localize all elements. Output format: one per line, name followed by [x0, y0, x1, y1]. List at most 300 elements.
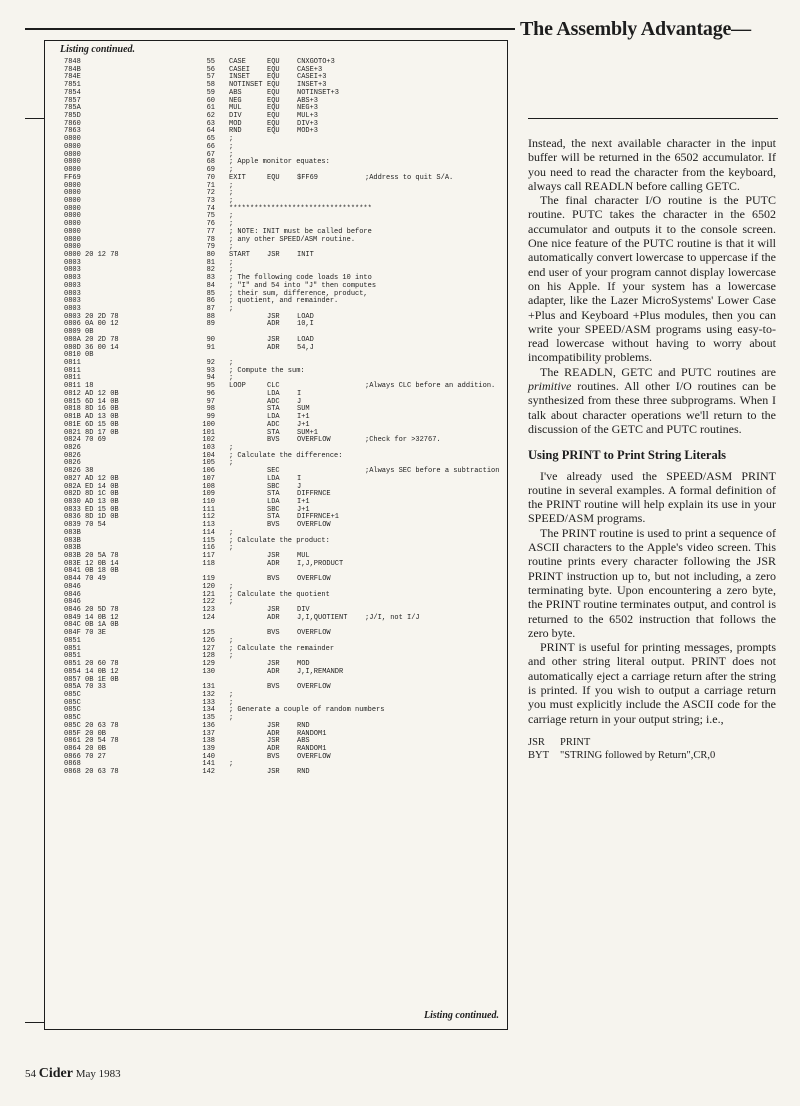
- listing-operand: DIV: [297, 606, 310, 615]
- listing-label: ;: [229, 443, 234, 452]
- listing-line-number: 109: [202, 490, 215, 499]
- listing-address: 7860: [64, 119, 81, 128]
- listing-address: 0800: [64, 204, 81, 213]
- listing-line-number: 105: [202, 459, 215, 468]
- listing-opcode: EQU: [267, 58, 280, 66]
- listing-address: 0849 14 0B 12: [64, 613, 119, 622]
- listing-comment: ;J/I, not I/J: [365, 613, 420, 622]
- listing-line: [45, 769, 507, 777]
- listing-opcode: ADR: [267, 729, 280, 738]
- listing-operand: MOD+3: [297, 127, 319, 136]
- listing-address: 0826: [64, 443, 81, 452]
- listing-operand: J: [297, 482, 302, 491]
- left-rule-bottom: [25, 1022, 45, 1023]
- listing-continued-bottom: Listing continued.: [423, 1010, 499, 1021]
- listing-opcode: ADR: [267, 744, 280, 753]
- listing-operand: J+1: [297, 505, 310, 514]
- left-rule-top: [25, 118, 45, 119]
- listing-line-number: 137: [202, 729, 215, 738]
- listing-address: 0868: [64, 760, 81, 769]
- listing-opcode: EQU: [267, 73, 280, 82]
- listing-line: [45, 345, 507, 353]
- listing-address: 784B: [64, 65, 81, 74]
- listing-label: ; Generate a couple of random numbers: [229, 706, 385, 715]
- listing-line-number: 101: [202, 428, 215, 437]
- listing-line-number: 95: [206, 382, 215, 391]
- listing-line: [45, 592, 507, 600]
- listing-address: 0844 70 49: [64, 575, 107, 584]
- listing-address: 0800: [64, 166, 81, 175]
- listing-line-number: 68: [206, 158, 215, 167]
- listing-operand: SUM: [297, 405, 310, 414]
- listing-line-number: 110: [202, 497, 215, 506]
- listing-opcode: LDA: [267, 389, 280, 398]
- listing-address: 0851 20 60 78: [64, 660, 119, 669]
- example-opcode: BYT: [528, 749, 549, 761]
- listing-line-number: 108: [202, 482, 215, 491]
- listing-address: 084C 0B 1A 0B: [64, 621, 119, 630]
- listing-line-number: 115: [202, 536, 215, 545]
- listing-operand: ABS+3: [297, 96, 319, 105]
- article-column: [528, 136, 776, 762]
- listing-label: CASE: [229, 58, 246, 66]
- listing-line-number: 127: [202, 644, 215, 653]
- listing-label: START: [229, 250, 251, 259]
- listing-operand: OVERFLOW: [297, 683, 331, 692]
- listing-address: 0846: [64, 598, 81, 607]
- listing-line-number: 59: [206, 88, 215, 97]
- listing-opcode: JSR: [267, 606, 280, 615]
- code-example-line: [528, 749, 776, 762]
- article-paragraph: The PRINT routine is used to print a sequence of ASCII characters to the Apple's video screen. This routine prints every character following the JSR PRINT instruction up to, but not including, a zero terminating byte. Upon encountering a zero byte, the PRINT routine terminates output, and control is returned to the 6502 instruction that follows the zero byte.: [528, 525, 776, 640]
- listing-label: ;: [229, 135, 234, 144]
- listing-address: 0800: [64, 196, 81, 205]
- listing-address: 085C: [64, 706, 81, 715]
- listing-address: 085F 20 0B: [64, 729, 107, 738]
- listing-operand: RANDOM1: [297, 744, 327, 753]
- listing-opcode: STA: [267, 405, 280, 414]
- listing-address: 0824 70 69: [64, 436, 107, 445]
- listing-line-number: 75: [206, 212, 215, 221]
- listing-address: 083E 12 0B 14: [64, 559, 119, 568]
- listing-line-number: 89: [206, 320, 215, 329]
- listing-label: RND: [229, 127, 242, 136]
- listing-label: ;: [229, 181, 234, 190]
- listing-operand: OVERFLOW: [297, 436, 331, 445]
- listing-operand: J+1: [297, 420, 310, 429]
- listing-line-number: 96: [206, 389, 215, 398]
- listing-address: 0800: [64, 158, 81, 167]
- listing-opcode: LDA: [267, 413, 280, 422]
- listing-opcode: BVS: [267, 752, 280, 761]
- listing-address: 0841 0B 18 0B: [64, 567, 119, 576]
- listing-operand: RND: [297, 721, 310, 730]
- listing-address: 0800: [64, 181, 81, 190]
- listing-line-number: 57: [206, 73, 215, 82]
- listing-operand: OVERFLOW: [297, 629, 331, 638]
- listing-line-number: 134: [202, 706, 215, 715]
- listing-line-number: 87: [206, 305, 215, 313]
- listing-opcode: ADC: [267, 397, 280, 406]
- listing-opcode: JSR: [267, 721, 280, 730]
- listing-label: ; Apple monitor equates:: [229, 158, 330, 167]
- listing-label: ;: [229, 374, 234, 383]
- listing-label: ; their sum, difference, product,: [229, 289, 368, 298]
- listing-label: ; Calculate the quotient: [229, 590, 330, 599]
- listing-line: [45, 206, 507, 214]
- listing-opcode: BVS: [267, 436, 280, 445]
- listing-line-number: 99: [206, 413, 215, 422]
- listing-address: 085C: [64, 714, 81, 723]
- listing-line-number: 60: [206, 96, 215, 105]
- listing-line: [45, 260, 507, 268]
- listing-label: CASEI: [229, 65, 251, 74]
- listing-address: 0800: [64, 150, 81, 159]
- listing-comment: ;Always SEC before a subtraction: [365, 467, 500, 476]
- listing-operand: NOTINSET+3: [297, 88, 340, 97]
- listing-address: 0846 20 5D 78: [64, 606, 119, 615]
- listing-line-number: 90: [206, 335, 215, 344]
- listing-comment: ;Check for >32767.: [365, 436, 441, 445]
- listing-address: 0854 14 0B 12: [64, 667, 119, 676]
- listing-label: ;: [229, 212, 234, 221]
- listing-line: [45, 136, 507, 144]
- listing-label: ;: [229, 142, 234, 151]
- listing-address: 0846: [64, 590, 81, 599]
- listing-comment: ;Address to quit S/A.: [365, 173, 454, 182]
- listing-address: 085A 70 33: [64, 683, 107, 692]
- listing-address: 0815 6D 14 0B: [64, 397, 119, 406]
- listing-opcode: JSR: [267, 768, 280, 777]
- listing-continued-top: Listing continued.: [60, 44, 136, 55]
- listing-line-number: 128: [202, 652, 215, 661]
- listing-address: 0826 38: [64, 467, 94, 476]
- listing-label: ; Calculate the difference:: [229, 451, 343, 460]
- listing-operand: CASE+3: [297, 65, 323, 74]
- listing-line: [45, 630, 507, 638]
- listing-address: 0803: [64, 281, 81, 290]
- listing-address: 0811: [64, 366, 81, 375]
- listing-label: ABS: [229, 88, 242, 97]
- listing-line-number: 129: [202, 660, 215, 669]
- listing-line: [45, 576, 507, 584]
- listing-line-number: 106: [202, 467, 215, 476]
- listing-address: 080A 20 2D 78: [64, 335, 119, 344]
- listing-opcode: ADR: [267, 613, 280, 622]
- listing-line-number: 94: [206, 374, 215, 383]
- listing-address: 0800: [64, 227, 81, 236]
- listing-address: 0826: [64, 451, 81, 460]
- listing-line-number: 97: [206, 397, 215, 406]
- listing-line-number: 84: [206, 281, 215, 290]
- listing-operand: OVERFLOW: [297, 752, 331, 761]
- code-example: [528, 736, 776, 762]
- listing-line-number: 126: [202, 636, 215, 645]
- listing-operand: I,J,PRODUCT: [297, 559, 344, 568]
- listing-address: 084F 70 3E: [64, 629, 107, 638]
- listing-line-number: 91: [206, 343, 215, 352]
- listing-address: 085C: [64, 698, 81, 707]
- listing-operand: RANDOM1: [297, 729, 327, 738]
- listing-line-number: 55: [206, 58, 215, 66]
- listing-address: 0839 70 54: [64, 521, 107, 530]
- listing-opcode: EQU: [267, 88, 280, 97]
- listing-address: 7857: [64, 96, 81, 105]
- listing-address: 7854: [64, 88, 81, 97]
- listing-label: ;: [229, 636, 234, 645]
- listing-address: 0806 0A 00 12: [64, 320, 119, 329]
- listing-operand: SUM+1: [297, 428, 319, 437]
- listing-line: [45, 646, 507, 654]
- listing-address: 0803: [64, 297, 81, 306]
- listing-opcode: LDA: [267, 497, 280, 506]
- listing-address: 0800: [64, 212, 81, 221]
- listing-address: 082D 8D 1C 0B: [64, 490, 119, 499]
- listing-address: 0811 18: [64, 382, 94, 391]
- listing-address: 0800: [64, 142, 81, 151]
- listing-opcode: JSR: [267, 552, 280, 560]
- listing-opcode: BVS: [267, 683, 280, 692]
- listing-label: INSET: [229, 73, 251, 82]
- listing-line-number: 56: [206, 65, 215, 74]
- listing-line-number: 102: [202, 436, 215, 445]
- listing-operand: DIFFRNCE+1: [297, 513, 340, 522]
- listing-label: NOTINSET: [229, 81, 263, 90]
- listing-operand: DIFFRNCE: [297, 490, 331, 499]
- listing-line: [45, 754, 507, 762]
- listing-address: 0836 8D 1D 0B: [64, 513, 119, 522]
- listing-label: ;: [229, 698, 234, 707]
- listing-operand: J,I,REMANDR: [297, 667, 344, 676]
- listing-opcode: JSR: [267, 250, 280, 259]
- listing-operand: MOD: [297, 660, 310, 669]
- listing-opcode: SEC: [267, 467, 280, 476]
- listing-address: 0861 20 54 78: [64, 737, 119, 746]
- listing-operand: INSET+3: [297, 81, 327, 90]
- listing-line-number: 139: [202, 744, 215, 753]
- listing-address: 7851: [64, 81, 81, 90]
- listing-line-number: 69: [206, 166, 215, 175]
- listing-line: [45, 128, 507, 136]
- listing-address: 0826: [64, 459, 81, 468]
- listing-opcode: BVS: [267, 575, 280, 584]
- listing-line: [45, 298, 507, 306]
- listing-line-number: 62: [206, 112, 215, 121]
- listing-address: 085C: [64, 690, 81, 699]
- listing-opcode: BVS: [267, 521, 280, 530]
- listing-label: ;: [229, 150, 234, 159]
- listing-line-number: 130: [202, 667, 215, 676]
- listing-line-number: 78: [206, 235, 215, 244]
- listing-operand: MUL+3: [297, 112, 319, 121]
- listing-opcode: EQU: [267, 119, 280, 128]
- listing-label: **********************************: [229, 204, 372, 213]
- listing-line-number: 61: [206, 104, 215, 113]
- listing-line-number: 112: [202, 513, 215, 522]
- listing-line: [45, 213, 507, 221]
- listing-address: 784E: [64, 73, 81, 82]
- listing-address: 0800: [64, 189, 81, 198]
- listing-line-number: 125: [202, 629, 215, 638]
- listing-line-number: 65: [206, 135, 215, 144]
- listing-label: ;: [229, 528, 234, 537]
- article-paragraph: PRINT is useful for printing messages, prompts and other string literal output. PRINT does not automatically eject a carriage return after the string is printed. If you wish to output a carriage return you must explicitly include the ASCII code for the carriage return in your output string; i.e.,: [528, 640, 776, 726]
- listing-line-number: 86: [206, 297, 215, 306]
- article-paragraph: [528, 365, 776, 436]
- article-paragraph: Instead, the next available character in the input buffer will be returned in the 6502 accumulator. If you need to read the character from the keyboard, always call READLN before calling GETC.: [528, 136, 776, 193]
- listing-address: 785A: [64, 104, 81, 113]
- listing-label: ; The following code loads 10 into: [229, 274, 372, 283]
- listing-address: 0803: [64, 266, 81, 275]
- listing-operand: J: [297, 397, 302, 406]
- listing-opcode: ADC: [267, 420, 280, 429]
- listing-operand: I: [297, 389, 302, 398]
- listing-line-number: 67: [206, 150, 215, 159]
- listing-line-number: 98: [206, 405, 215, 414]
- listing-line-number: 120: [202, 582, 215, 591]
- listing-line-number: 103: [202, 443, 215, 452]
- listing-address: 0864 20 0B: [64, 744, 107, 753]
- listing-line-number: 111: [202, 505, 215, 514]
- paragraph-text: The READLN, GETC and PUTC routines are: [540, 364, 776, 379]
- listing-label: ;: [229, 166, 234, 175]
- header-rule: [25, 28, 515, 30]
- listing-line-number: 131: [202, 683, 215, 692]
- listing-line: [45, 368, 507, 376]
- listing-line-number: 79: [206, 243, 215, 252]
- listing-operand: I+1: [297, 413, 310, 422]
- listing-address: 0851: [64, 652, 81, 661]
- listing-line-number: 71: [206, 181, 215, 190]
- listing-line-number: 104: [202, 451, 215, 460]
- listing-label: ;: [229, 459, 234, 468]
- listing-address: 083B: [64, 536, 81, 545]
- listing-label: ;: [229, 258, 234, 267]
- right-column-rule: [528, 118, 778, 119]
- listing-line: [45, 144, 507, 152]
- listing-line: [45, 352, 507, 360]
- listing-address: 0812 AD 12 0B: [64, 389, 119, 398]
- listing-comment: ;Always CLC before an addition.: [365, 382, 496, 391]
- listing-line: [45, 252, 507, 260]
- listing-operand: I+1: [297, 497, 310, 506]
- listing-operand: DIV+3: [297, 119, 319, 128]
- listing-opcode: LDA: [267, 474, 280, 483]
- listing-line-number: 72: [206, 189, 215, 198]
- listing-operand: 54,J: [297, 343, 314, 352]
- listing-line-number: 81: [206, 258, 215, 267]
- listing-address: 0800: [64, 135, 81, 144]
- magazine-logo: Cider: [38, 1066, 73, 1081]
- listing-address: 0851: [64, 636, 81, 645]
- listing-line: [45, 159, 507, 167]
- listing-line-number: 142: [202, 768, 215, 777]
- listing-operand: OVERFLOW: [297, 575, 331, 584]
- listing-opcode: STA: [267, 490, 280, 499]
- listing-line-number: 73: [206, 196, 215, 205]
- listing-operand: LOAD: [297, 312, 314, 321]
- listing-address: 080D 36 00 14: [64, 343, 119, 352]
- listing-line-number: 85: [206, 289, 215, 298]
- listing-operand: J,I,QUOTIENT: [297, 613, 348, 622]
- listing-address: 085C 20 63 78: [64, 721, 119, 730]
- listing-address: 083B: [64, 544, 81, 553]
- listing-address: 081B AD 13 0B: [64, 413, 119, 422]
- listing-address: 7863: [64, 127, 81, 136]
- listing-opcode: EQU: [267, 127, 280, 136]
- listing-address: 0800: [64, 243, 81, 252]
- listing-label: ;: [229, 189, 234, 198]
- listing-lines: [45, 59, 507, 777]
- listing-address: 0818 8D 16 0B: [64, 405, 119, 414]
- listing-line: [45, 707, 507, 715]
- listing-line-number: 138: [202, 737, 215, 746]
- listing-address: 0866 70 27: [64, 752, 107, 761]
- listing-address: 0857 0B 1E 0B: [64, 675, 119, 684]
- listing-line-number: 107: [202, 474, 215, 483]
- listing-label: ; Calculate the remainder: [229, 644, 335, 653]
- listing-label: ;: [229, 582, 234, 591]
- listing-line: [45, 183, 507, 191]
- listing-line-number: 114: [202, 528, 215, 537]
- listing-label: ; quotient, and remainder.: [229, 297, 339, 306]
- listing-operand: RND: [297, 768, 310, 777]
- listing-label: ; Calculate the product:: [229, 536, 330, 545]
- listing-address: 0803: [64, 305, 81, 313]
- listing-opcode: BVS: [267, 629, 280, 638]
- listing-line-number: 63: [206, 119, 215, 128]
- listing-line: [45, 453, 507, 461]
- listing-line-number: 117: [202, 552, 215, 560]
- listing-line-number: 70: [206, 173, 215, 182]
- listing-label: MUL: [229, 104, 242, 113]
- listing-line-number: 77: [206, 227, 215, 236]
- listing-opcode: JSR: [267, 737, 280, 746]
- listing-line-number: 136: [202, 721, 215, 730]
- listing-address: 0803 20 2D 78: [64, 312, 119, 321]
- listing-label: EXIT: [229, 173, 246, 182]
- listing-opcode: STA: [267, 513, 280, 522]
- listing-operand: OVERFLOW: [297, 521, 331, 530]
- listing-label: DIV: [229, 112, 242, 121]
- listing-operand: LOAD: [297, 335, 314, 344]
- listing-line-number: 118: [202, 559, 215, 568]
- listing-line-number: 83: [206, 274, 215, 283]
- listing-label: ;: [229, 305, 234, 313]
- listing-label: ;: [229, 243, 234, 252]
- listing-line: [45, 538, 507, 546]
- listing-opcode: EQU: [267, 173, 280, 182]
- listing-line-number: 123: [202, 606, 215, 615]
- listing-line-number: 116: [202, 544, 215, 553]
- listing-address: 083B: [64, 528, 81, 537]
- listing-opcode: JSR: [267, 335, 280, 344]
- page-footer: [25, 1066, 121, 1082]
- listing-address: 082A ED 14 0B: [64, 482, 119, 491]
- listing-opcode: CLC: [267, 382, 280, 391]
- example-argument: PRINT: [560, 736, 591, 748]
- listing-opcode: ADR: [267, 667, 280, 676]
- listing-opcode: EQU: [267, 104, 280, 113]
- listing-opcode: JSR: [267, 660, 280, 669]
- listing-line-number: 80: [206, 250, 215, 259]
- listing-opcode: EQU: [267, 112, 280, 121]
- page-number: 54: [25, 1068, 36, 1080]
- listing-label: ;: [229, 196, 234, 205]
- listing-operand: CNXGOTO+3: [297, 58, 335, 66]
- listing-line: [45, 522, 507, 530]
- listing-label: ; Compute the sum:: [229, 366, 305, 375]
